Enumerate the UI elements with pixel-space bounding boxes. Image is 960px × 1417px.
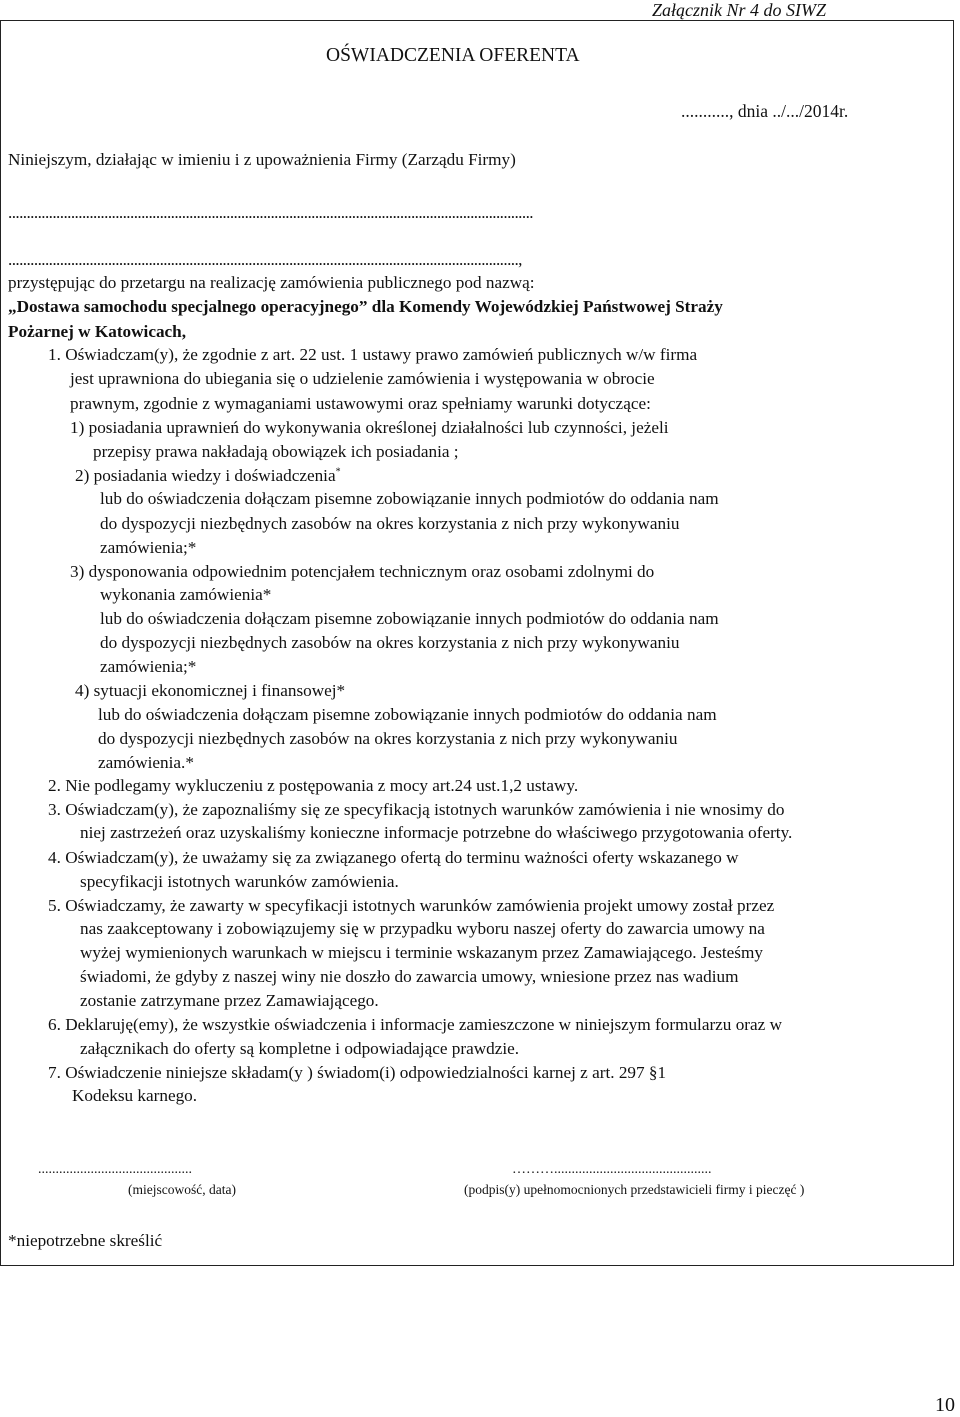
intro-line: Niniejszym, działając w imieniu i z upoważnienia Firmy (Zarządu Firmy) (8, 150, 516, 169)
item-7-line-1: 7. Oświadczenie niniejsze składam(y ) świadom(i) odpowiedzialności karnej z art. 297 §1 (48, 1063, 667, 1082)
tender-name-line-2: Pożarnej w Katowicach, (8, 322, 187, 341)
item-2-line-1: 2. Nie podlegamy wykluczeniu z postępowania z mocy art.24 ust.1,2 ustawy. (48, 776, 579, 795)
subitem-4-line-4: zamówienia.* (98, 753, 194, 772)
footnote: *niepotrzebne skreślić (8, 1231, 163, 1250)
tender-name-line-1: „Dostawa samochodu specjalnego operacyjnego” dla Komendy Wojewódzkiej Państwowej Straży (8, 297, 723, 316)
item-5-line-4: świadomi, że gdyby z naszej winy nie doszło do zawarcia umowy, wniesione przez nas wadium (80, 967, 739, 986)
subitem-3-line-4: do dyspozycji niezbędnych zasobów na okres korzystania z nich przy wykonywaniu (100, 633, 680, 652)
item-3-line-2: niej zastrzeżeń oraz uzyskaliśmy konieczne informacje potrzebne do właściwego przygotowania oferty. (80, 823, 793, 842)
item-4-line-1: 4. Oświadczam(y), że uważamy się za związanego ofertą do terminu ważności oferty wskazanego w (48, 848, 739, 867)
dots-line-1: .............................................................................................................................................. (8, 203, 533, 222)
date-line: ..........., dnia ../.../2014r. (681, 101, 849, 121)
subitem-1-line-1: 1) posiadania uprawnień do wykonywania określonej działalności lub czynności, jeżeli (70, 418, 669, 437)
item-5-line-2: nas zaakceptowany i zobowiązujemy się w przypadku wyboru naszej oferty do zawarcia umowy na (80, 919, 765, 938)
subitem-3-line-1: 3) dysponowania odpowiednim potencjałem technicznym oraz osobami zdolnymi do (70, 562, 655, 581)
item-1-line-1: 1. Oświadczam(y), że zgodnie z art. 22 ust. 1 ustawy prawo zamówień publicznych w/w firma (48, 345, 698, 364)
item-5-line-1: 5. Oświadczamy, że zawarty w specyfikacji istotnych warunków zamówienia projekt umowy został przez (48, 896, 775, 915)
item-3-line-1: 3. Oświadczam(y), że zapoznaliśmy się ze specyfikacją istotnych warunków zamówienia i nie wnosimy do (48, 800, 785, 819)
item-7-line-2: Kodeksu karnego. (72, 1086, 198, 1105)
subitem-1-line-2: przepisy prawa nakładają obowiązek ich posiadania ; (93, 442, 459, 461)
item-6-line-2: załącznikach do oferty są kompletne i odpowiadające prawdzie. (80, 1039, 520, 1058)
document-title: OŚWIADCZENIA OFERENTA (326, 45, 580, 66)
subitem-3-line-5: zamówienia;* (100, 657, 197, 676)
tender-intro: przystępując do przetargu na realizację zamówienia publicznego pod nazwą: (8, 273, 535, 292)
signature-left-dots: ............................................ (38, 1162, 192, 1177)
subitem-4-line-2: lub do oświadczenia dołączam pisemne zobowiązanie innych podmiotów do oddania nam (98, 705, 717, 724)
signature-right-label: (podpis(y) upełnomocnionych przedstawicieli firmy i pieczęć ) (464, 1182, 805, 1197)
item-1-line-3: prawnym, zgodnie z wymaganiami ustawowymi oraz spełniamy warunki dotyczące: (70, 394, 651, 413)
subitem-4-line-1: 4) sytuacji ekonomicznej i finansowej* (75, 681, 346, 700)
subitem-2-line-1: 2) posiadania wiedzy i doświadczenia* (75, 466, 341, 485)
dots-line-2: .........................................................................................................................................., (8, 250, 522, 269)
subitem-2-line-2: lub do oświadczenia dołączam pisemne zobowiązanie innych podmiotów do oddania nam (100, 489, 719, 508)
signature-left-label: (miejscowość, data) (128, 1182, 236, 1197)
subitem-2-line-4: zamówienia;* (100, 538, 197, 557)
item-6-line-1: 6. Deklaruję(emy), że wszystkie oświadczenia i informacje zamieszczone w niniejszym formularzu oraz w (48, 1015, 782, 1034)
subitem-3-line-2: wykonania zamówienia* (100, 585, 272, 604)
attachment-label: Załącznik Nr 4 do SIWZ (652, 0, 827, 20)
item-5-line-3: wyżej wymienionych warunkach w miejscu i terminie wskazanym przez Zamawiającego. Jesteśmy (80, 943, 763, 962)
subitem-3-line-3: lub do oświadczenia dołączam pisemne zobowiązanie innych podmiotów do oddania nam (100, 609, 719, 628)
page-number: 10 (935, 1394, 955, 1416)
item-4-line-2: specyfikacji istotnych warunków zamówienia. (80, 872, 399, 891)
signature-right-dots: ………............................................. (512, 1162, 712, 1177)
subitem-4-line-3: do dyspozycji niezbędnych zasobów na okres korzystania z nich przy wykonywaniu (98, 729, 678, 748)
subitem-2-line-3: do dyspozycji niezbędnych zasobów na okres korzystania z nich przy wykonywaniu (100, 514, 680, 533)
item-1-line-2: jest uprawniona do ubiegania się o udzielenie zamówienia i występowania w obrocie (70, 369, 655, 388)
item-5-line-5: zostanie zatrzymane przez Zamawiającego. (80, 991, 379, 1010)
